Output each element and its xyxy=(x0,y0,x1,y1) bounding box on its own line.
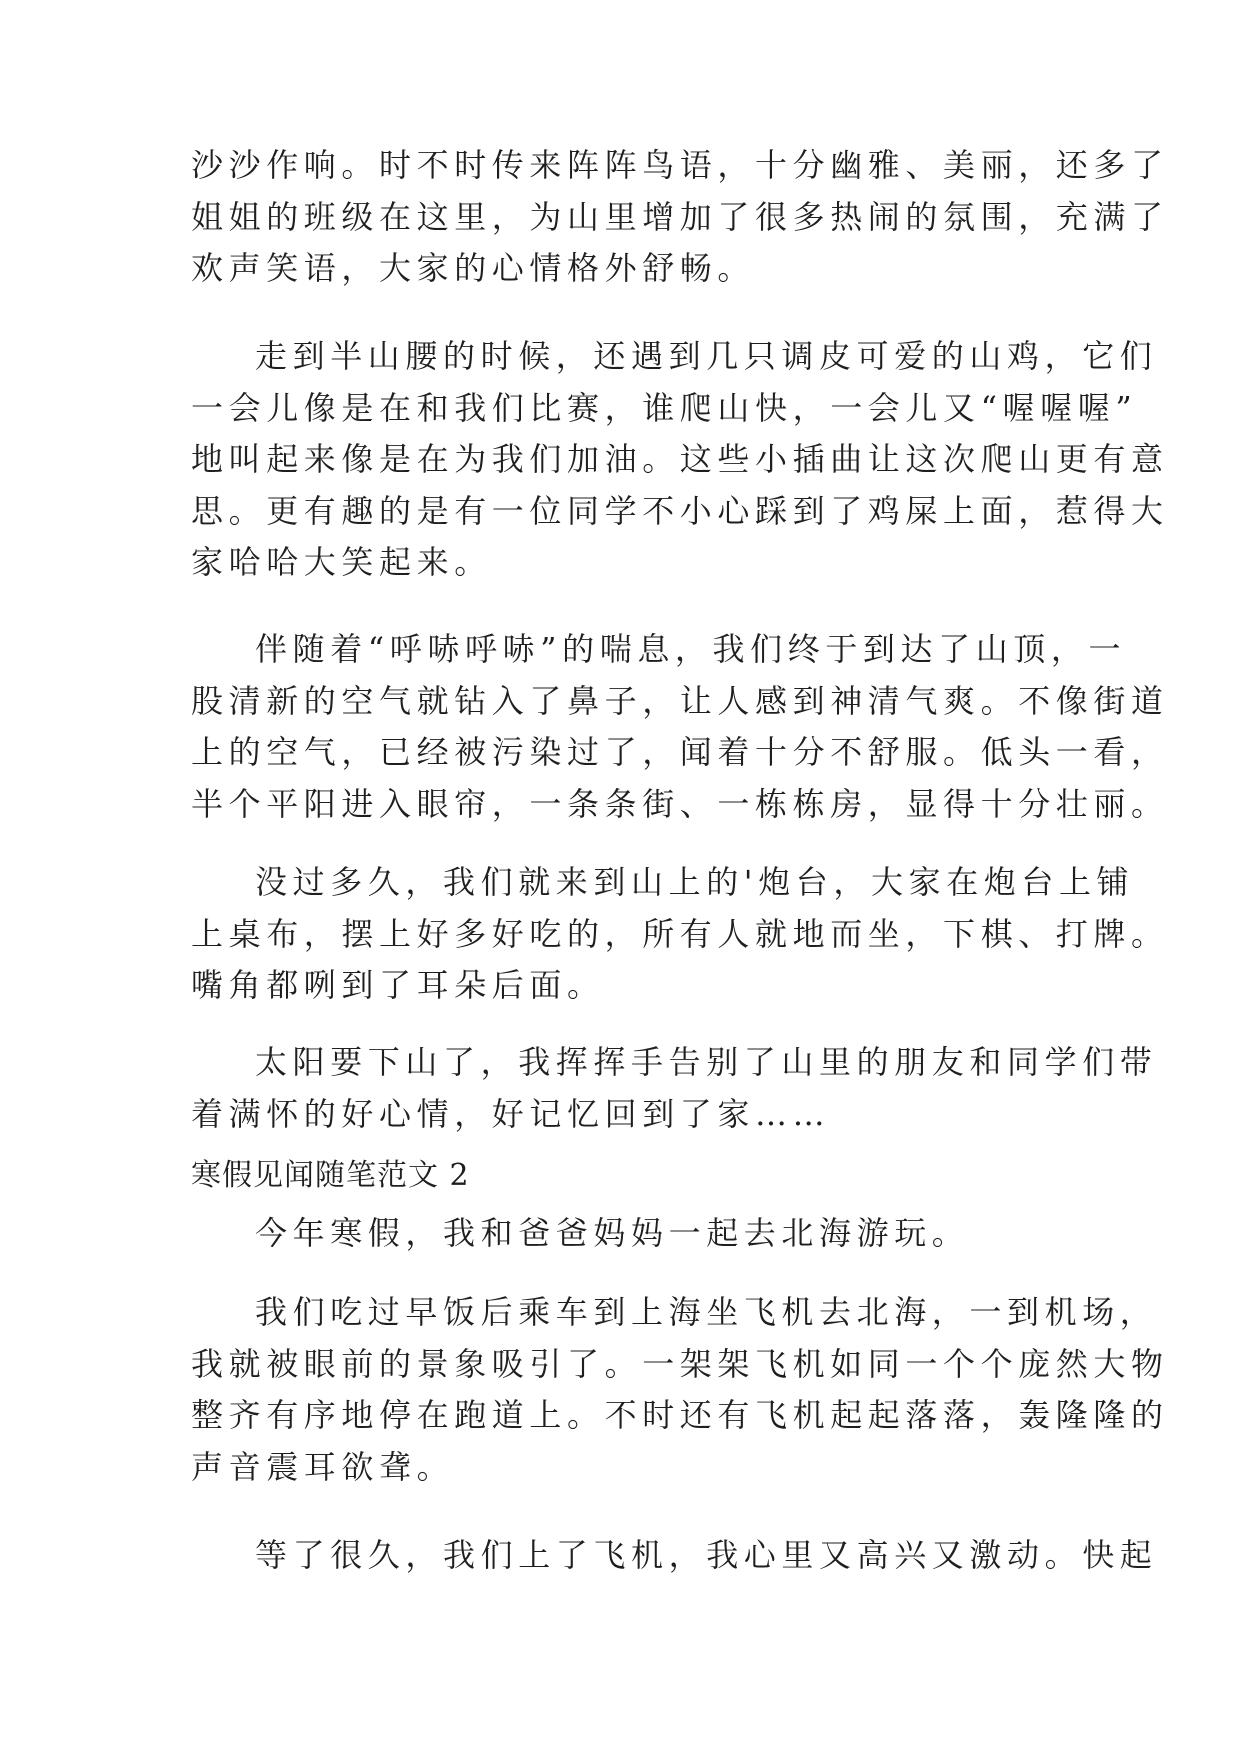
text-line: 我就被眼前的景象吸引了。一架架飞机如同一个个庞然大物 xyxy=(191,1345,1169,1383)
text-line: 地叫起来像是在为我们加油。这些小插曲让这次爬山更有意 xyxy=(191,440,1169,478)
section-heading: 寒假见闻随笔范文 2 xyxy=(191,1158,470,1193)
text-line: 姐姐的班级在这里，为山里增加了很多热闹的氛围，充满了 xyxy=(191,198,1169,236)
text-line: 等了很久，我们上了飞机，我心里又高兴又激动。快起 xyxy=(255,1536,1158,1574)
text-line: 着满怀的好心情，好记忆回到了家…… xyxy=(191,1095,831,1133)
text-line: 整齐有序地停在跑道上。不时还有飞机起起落落，轰隆隆的 xyxy=(191,1396,1169,1434)
text-line: 上桌布，摆上好多好吃的，所有人就地而坐，下棋、打牌。 xyxy=(191,915,1169,953)
text-line: 太阳要下山了，我挥挥手告别了山里的朋友和同学们带 xyxy=(255,1043,1158,1081)
text-line: 我们吃过早饭后乘车到上海坐飞机去北海，一到机场， xyxy=(255,1293,1158,1331)
text-line: 欢声笑语，大家的心情格外舒畅。 xyxy=(191,249,756,287)
text-line: 股清新的空气就钻入了鼻子，让人感到神清气爽。不像街道 xyxy=(191,682,1169,720)
text-line: 伴随着“呼哧呼哧”的喘息，我们终于到达了山顶，一 xyxy=(255,630,1127,668)
text-line: 一会儿像是在和我们比赛，谁爬山快，一会儿又“喔喔喔” xyxy=(191,389,1138,427)
text-line: 没过多久，我们就来到山上的'炮台，大家在炮台上铺 xyxy=(255,863,1135,901)
text-line: 走到半山腰的时候，还遇到几只调皮可爱的山鸡，它们 xyxy=(255,337,1158,375)
text-line: 上的空气，已经被污染过了，闻着十分不舒服。低头一看， xyxy=(191,733,1169,771)
text-line: 思。更有趣的是有一位同学不小心踩到了鸡屎上面，惹得大 xyxy=(191,492,1169,530)
text-line: 半个平阳进入眼帘，一条条街、一栋栋房，显得十分壮丽。 xyxy=(191,785,1169,823)
text-line: 嘴角都咧到了耳朵后面。 xyxy=(191,966,605,1004)
text-line: 家哈哈大笑起来。 xyxy=(191,543,492,581)
text-line: 今年寒假，我和爸爸妈妈一起去北海游玩。 xyxy=(255,1214,970,1252)
text-line: 声音震耳欲聋。 xyxy=(191,1448,455,1486)
text-line: 沙沙作响。时不时传来阵阵鸟语，十分幽雅、美丽，还多了 xyxy=(191,146,1169,184)
